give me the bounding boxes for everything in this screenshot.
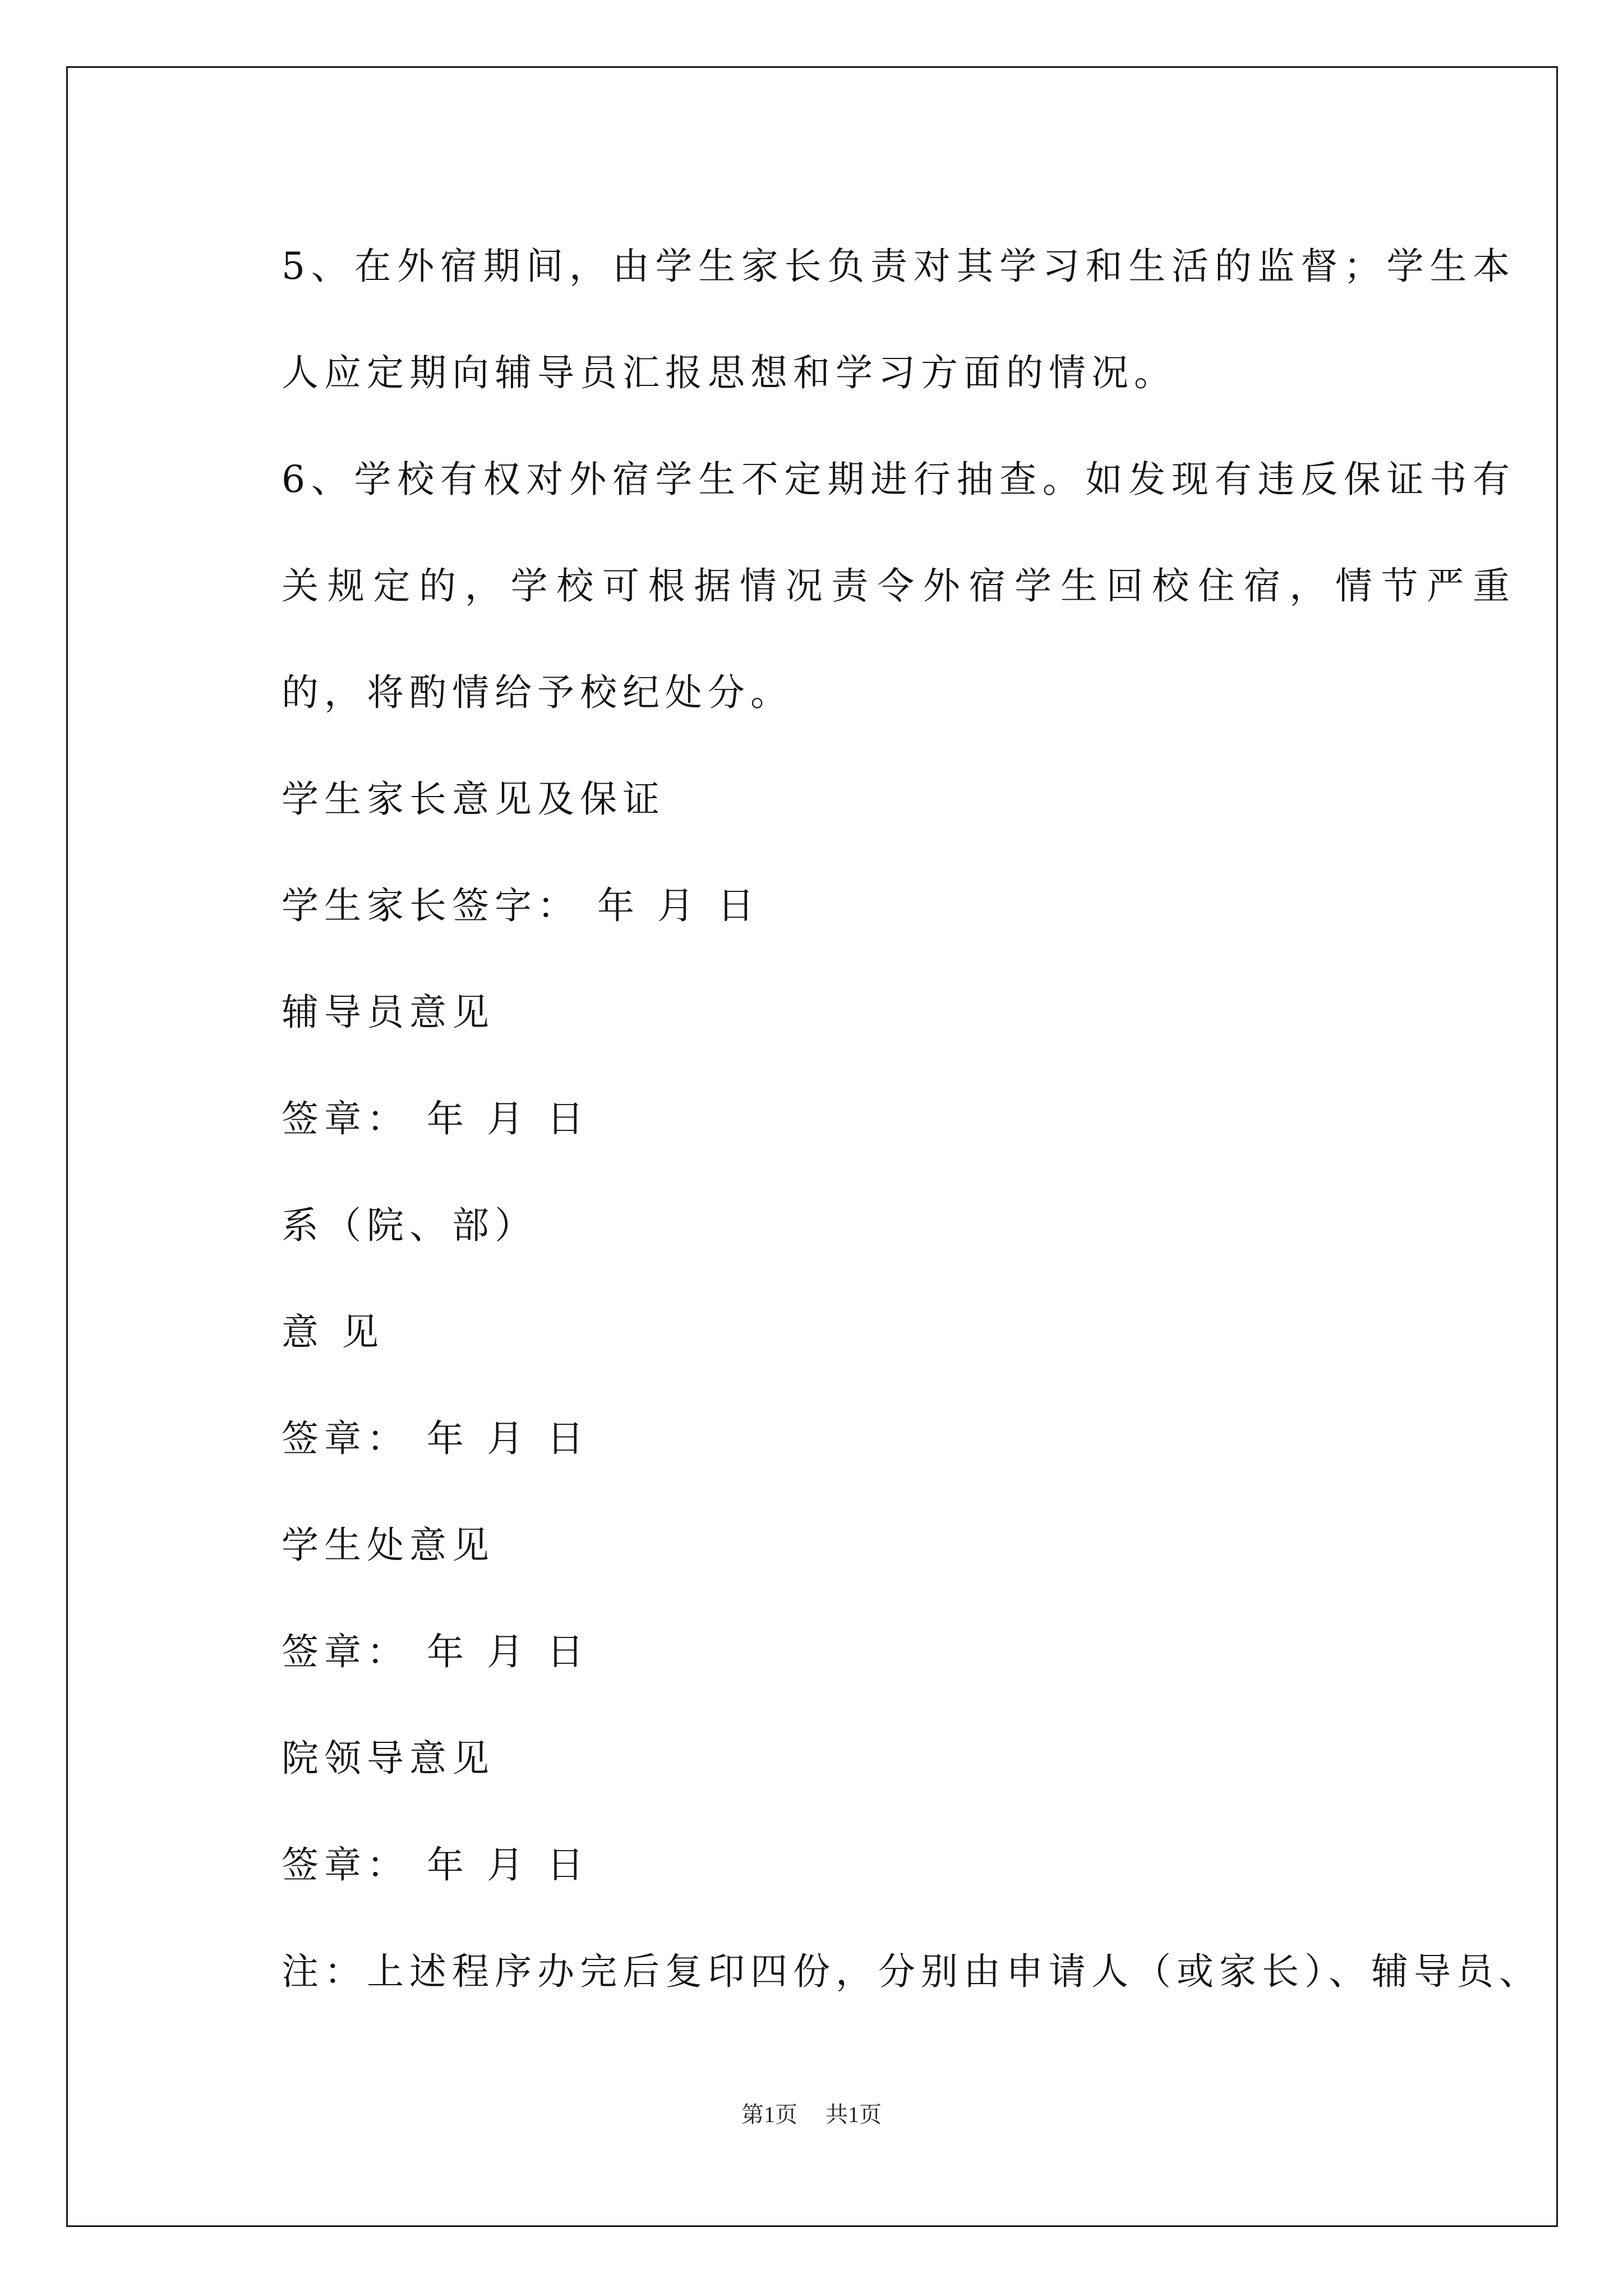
counselor-signature-line: 签章： 年 月 日 [282, 1097, 589, 1140]
page-number-current: 第1页 [741, 2102, 797, 2127]
document-body [200, 213, 1542, 2025]
page-number-total: 共1页 [826, 2102, 882, 2127]
note-line: 注：上述程序办完后复印四份，分别由申请人（或家长）、辅导员、 [282, 1950, 1542, 1993]
parent-opinion-heading: 学生家长意见及保证 [282, 777, 665, 821]
department-opinion-label: 意 见 [282, 1310, 384, 1354]
counselor-opinion-heading: 辅导员意见 [282, 991, 495, 1034]
paragraph-item-5: 5、在外宿期间，由学生家长负责对其学习和生活的监督；学生本人应定期向辅导员汇报思想和学习方面的情况。 [282, 245, 1515, 394]
page-footer [0, 2097, 1623, 2129]
department-signature-line: 签章： 年 月 日 [282, 1417, 589, 1460]
paragraph-item-6: 6、学校有权对外宿学生不定期进行抽查。如发现有违反保证书有关规定的，学校可根据情况责令外宿学生回校住宿，情节严重的，将酌情给予校纪处分。 [282, 458, 1515, 714]
student-affairs-opinion-heading: 学生处意见 [282, 1524, 495, 1567]
college-leader-opinion-heading: 院领导意见 [282, 1737, 495, 1780]
student-affairs-signature-line: 签章： 年 月 日 [282, 1630, 589, 1673]
parent-signature-line: 学生家长签字： 年 月 日 [282, 884, 760, 927]
department-heading: 系（院、部） [282, 1204, 537, 1247]
college-leader-signature-line: 签章： 年 月 日 [282, 1843, 589, 1887]
